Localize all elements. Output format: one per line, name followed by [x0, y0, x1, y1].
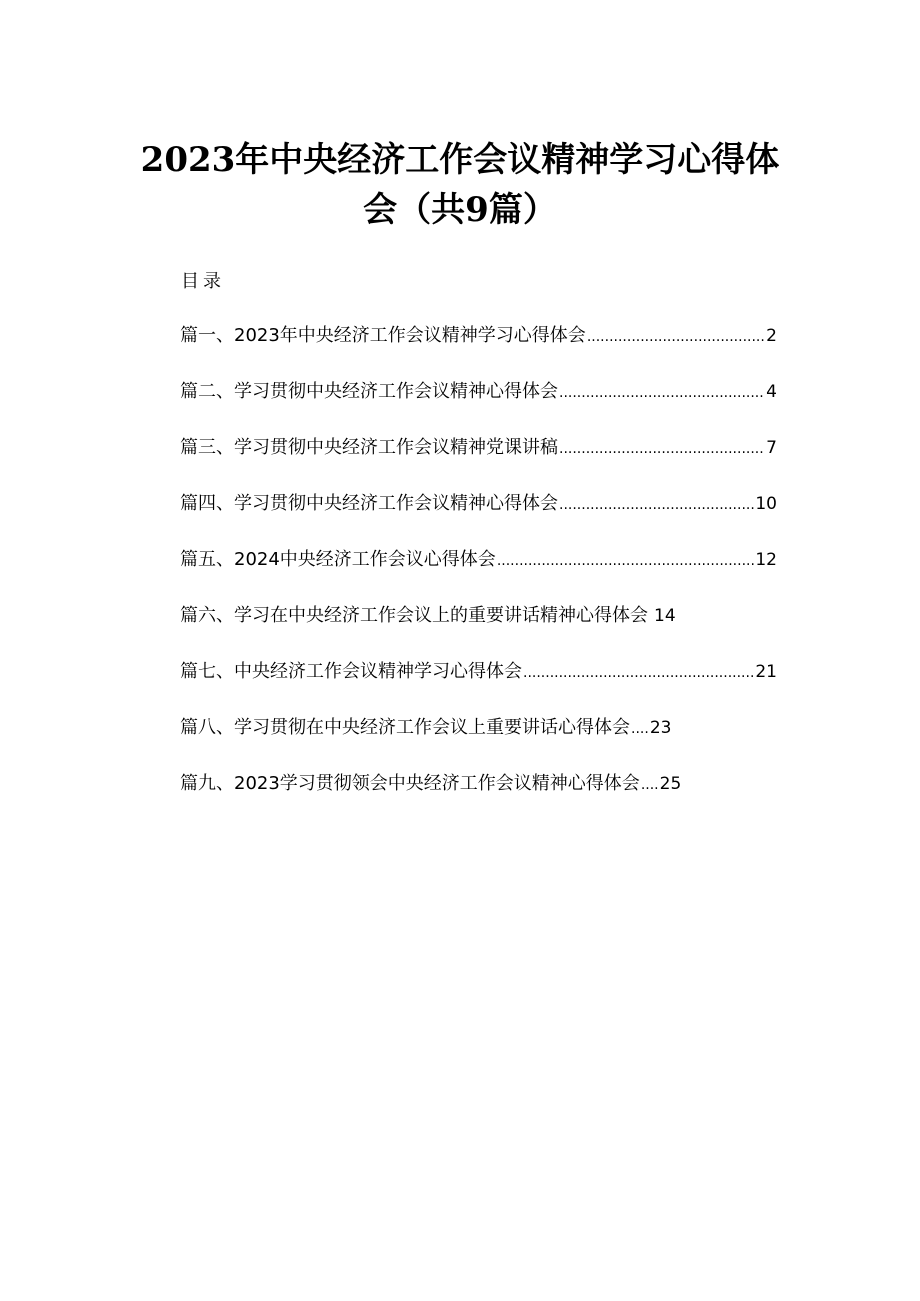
toc-entry-label: 篇八、学习贯彻在中央经济工作会议上重要讲话心得体会	[180, 717, 630, 738]
toc-entry-label: 篇一、2023年中央经济工作会议精神学习心得体会	[180, 325, 586, 346]
toc-entry-8[interactable]	[180, 714, 777, 770]
toc-page-number: 14	[654, 606, 676, 626]
toc-page-number: 21	[755, 662, 777, 682]
toc-entry-label: 篇二、学习贯彻中央经济工作会议精神心得体会	[180, 381, 558, 402]
toc-entry-4[interactable]	[180, 490, 777, 546]
toc-leader-dots	[631, 715, 649, 743]
toc-leader-dots	[523, 659, 754, 687]
toc-entry-1[interactable]	[180, 322, 777, 378]
toc-entry-3[interactable]	[180, 434, 777, 490]
toc-entry-label: 篇七、中央经济工作会议精神学习心得体会	[180, 661, 522, 682]
toc-entry-label: 篇九、2023学习贯彻领会中央经济工作会议精神心得体会	[180, 773, 640, 794]
toc-leader-dots	[559, 379, 765, 407]
toc-entry-label: 篇五、2024中央经济工作会议心得体会	[180, 549, 496, 570]
toc-leader-dots	[559, 491, 754, 519]
toc-page-number: 25	[659, 774, 682, 794]
table-of-contents	[180, 322, 777, 826]
toc-entry-5[interactable]	[180, 546, 777, 602]
toc-entry-label: 篇四、学习贯彻中央经济工作会议精神心得体会	[180, 493, 558, 514]
toc-leader-dots	[641, 771, 659, 799]
document-title-line-1: 2023年中央经济工作会议精神学习心得体	[140, 140, 780, 180]
toc-page-number: 10	[755, 494, 777, 514]
toc-page-number: 23	[649, 718, 672, 738]
toc-entry-label: 篇三、学习贯彻中央经济工作会议精神党课讲稿	[180, 437, 558, 458]
document-title-line-2: 会（共9篇）	[363, 190, 557, 230]
toc-page-number: 12	[755, 550, 777, 570]
toc-heading: 目录	[181, 271, 225, 292]
toc-page-number: 2	[766, 326, 777, 346]
toc-leader-dots	[587, 323, 765, 351]
toc-entry-2[interactable]	[180, 378, 777, 434]
toc-page-number: 7	[766, 438, 777, 458]
toc-leader-dots	[497, 547, 755, 575]
toc-entry-9[interactable]	[180, 770, 777, 826]
toc-leader-dots	[559, 435, 765, 463]
toc-entry-7[interactable]	[180, 658, 777, 714]
toc-entry-label: 篇六、学习在中央经济工作会议上的重要讲话精神心得体会	[180, 605, 648, 626]
toc-entry-6[interactable]	[180, 602, 777, 658]
toc-page-number: 4	[766, 382, 777, 402]
